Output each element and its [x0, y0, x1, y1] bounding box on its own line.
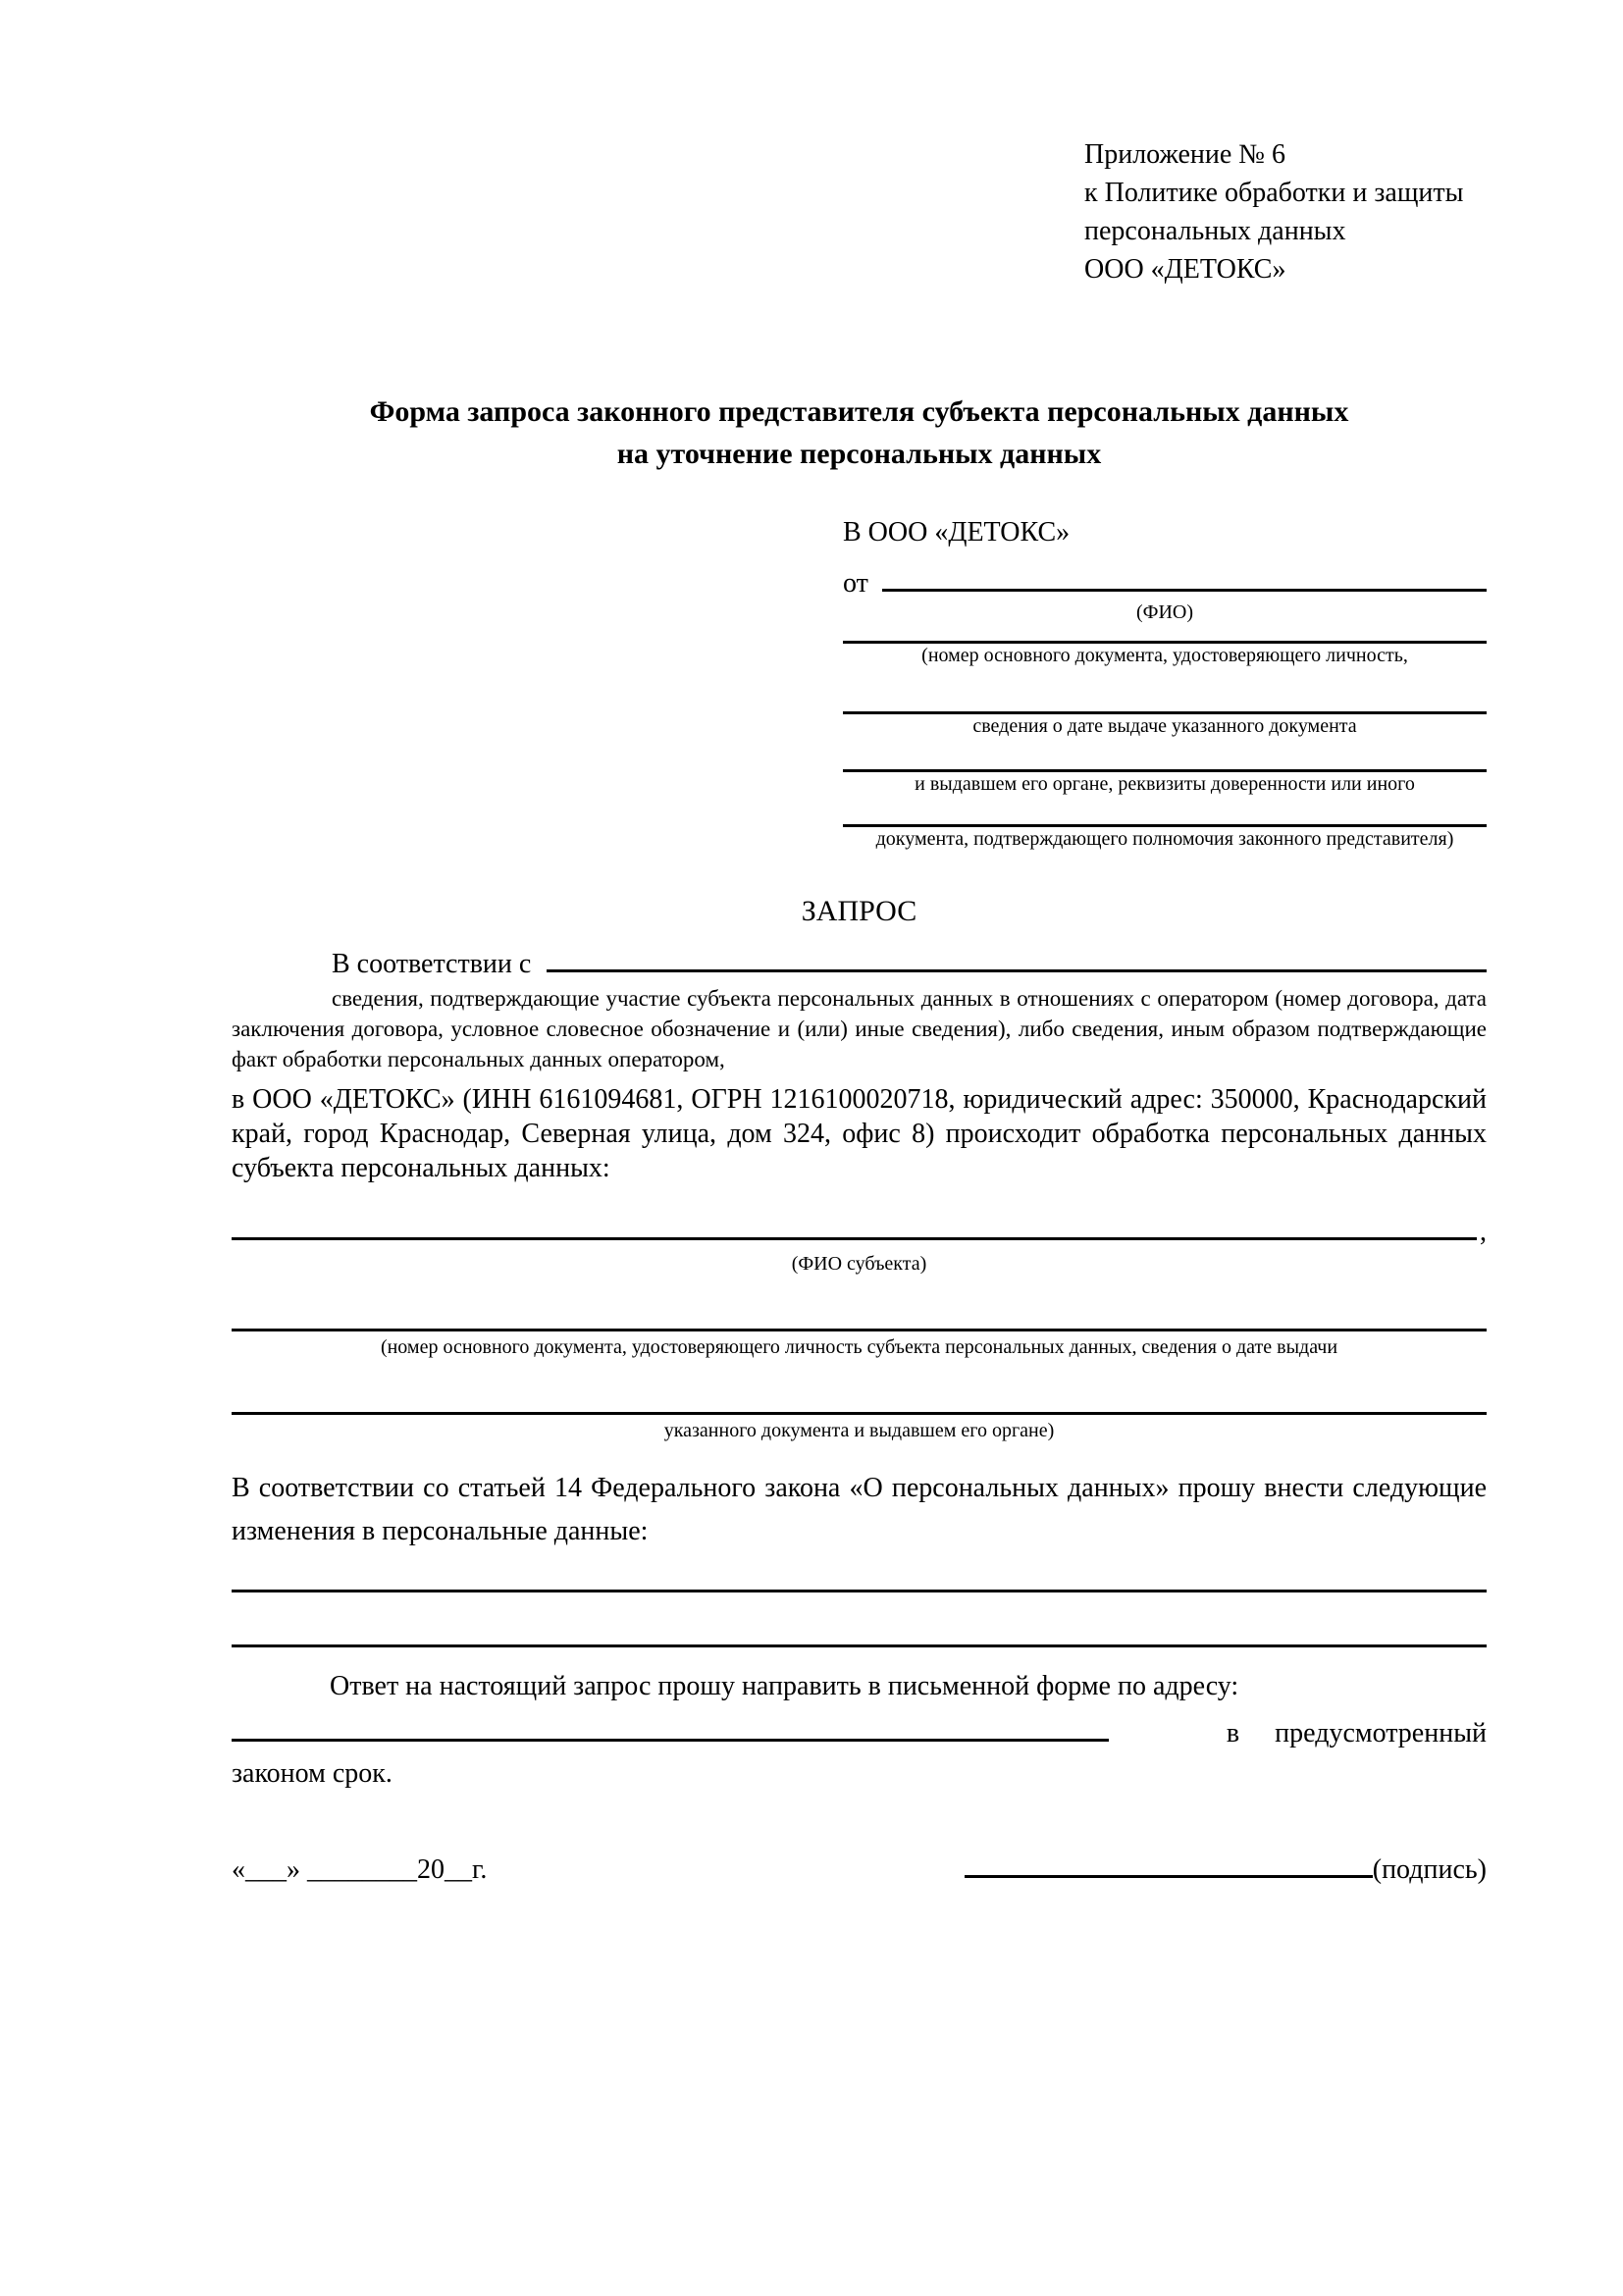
addressee-block [843, 516, 1487, 852]
accordance-label: В соответствии с [332, 949, 532, 979]
doc-issue-date-fill-line [843, 668, 1487, 714]
appendix-line: персональных данных [1084, 216, 1346, 246]
date-blank: «___» ________20__г. [232, 1854, 488, 1885]
from-row [843, 562, 1487, 600]
doc-attorney-fill-line [843, 797, 1487, 827]
subject-doc-caption-1: (номер основного документа, удостоверяющего личность субъекта персональных данных, сведения о дате выдачи [380, 1336, 1338, 1358]
changes-fill-line-1 [232, 1553, 1487, 1592]
subject-doc-fill-line [232, 1277, 1487, 1331]
trailing-comma: , [1480, 1217, 1487, 1247]
subject-doc-authority-fill-line [232, 1360, 1487, 1415]
doc-number-fill-line [843, 625, 1487, 644]
signature-group [965, 1851, 1487, 1886]
appendix-block [1084, 135, 1487, 288]
relationship-footnote: сведения, подтверждающие участие субъекта персональных данных в отношениях с оператором (номер договора, дата заключения договора, условное словесное обозначение и (или) иные сведения), либо сведения, иным образом подтверждающие факт обработки персональных данных оператором, [232, 986, 1487, 1071]
addressee-to: В ООО «ДЕТОКС» [843, 517, 1071, 548]
appendix-line: к Политике обработки и защиты [1084, 178, 1464, 208]
law-paragraph: В соответствии со статьей 14 Федерального закона «О персональных данных» прошу внести следующие изменения в персональные данные: [232, 1473, 1487, 1546]
request-heading: ЗАПРОС [801, 895, 917, 927]
subject-fio-row [232, 1217, 1487, 1248]
from-label: от [843, 568, 868, 599]
changes-fill-line-2 [232, 1592, 1487, 1647]
form-title [232, 391, 1487, 475]
answer-paragraph: Ответ на настоящий запрос прошу направить в письменной форме по адресу: [330, 1671, 1239, 1701]
answer-tail-word: в [1226, 1718, 1240, 1748]
doc-authority-fill-line [843, 739, 1487, 772]
form-title-line: Форма запроса законного представителя субъекта персональных данных [369, 395, 1349, 428]
doc-caption-1: (номер основного документа, удостоверяющего личность, [921, 645, 1408, 666]
form-title-line: на уточнение персональных данных [616, 438, 1102, 470]
subject-doc-caption-2: указанного документа и выдавшем его органе) [663, 1420, 1055, 1441]
signature-fill-line [965, 1851, 1373, 1878]
subject-fio-fill-line [232, 1232, 1477, 1240]
appendix-line: Приложение № 6 [1084, 139, 1285, 170]
appendix-line: ООО «ДЕТОКС» [1084, 254, 1286, 285]
answer-tail-word: предусмотренный [1275, 1718, 1487, 1748]
signature-caption: (подпись) [1372, 1854, 1487, 1885]
answer-address-row [232, 1712, 1487, 1749]
accordance-fill-line [547, 943, 1487, 972]
answer-tail-end: законом срок. [232, 1758, 393, 1789]
fio-fill-line [882, 562, 1487, 592]
fio-caption: (ФИО) [1135, 601, 1193, 623]
subject-fio-caption: (ФИО субъекта) [791, 1253, 927, 1275]
operator-paragraph: в ООО «ДЕТОКС» (ИНН 6161094681, ОГРН 1216100020718, юридический адрес: 350000, Краснодарский край, город Краснодар, Северная улица, дом 324, офис 8) происходит обработка персональных данных субъекта персональных данных: [232, 1084, 1487, 1183]
date-signature-row [232, 1851, 1487, 1886]
doc-caption-3: и выдавшем его органе, реквизиты доверенности или иного [915, 773, 1415, 795]
doc-caption-2: сведения о дате выдаче указанного документа [972, 715, 1357, 737]
doc-caption-4: документа, подтверждающего полномочия законного представителя) [875, 828, 1454, 850]
address-fill-line [232, 1712, 1109, 1742]
accordance-row [232, 943, 1487, 980]
